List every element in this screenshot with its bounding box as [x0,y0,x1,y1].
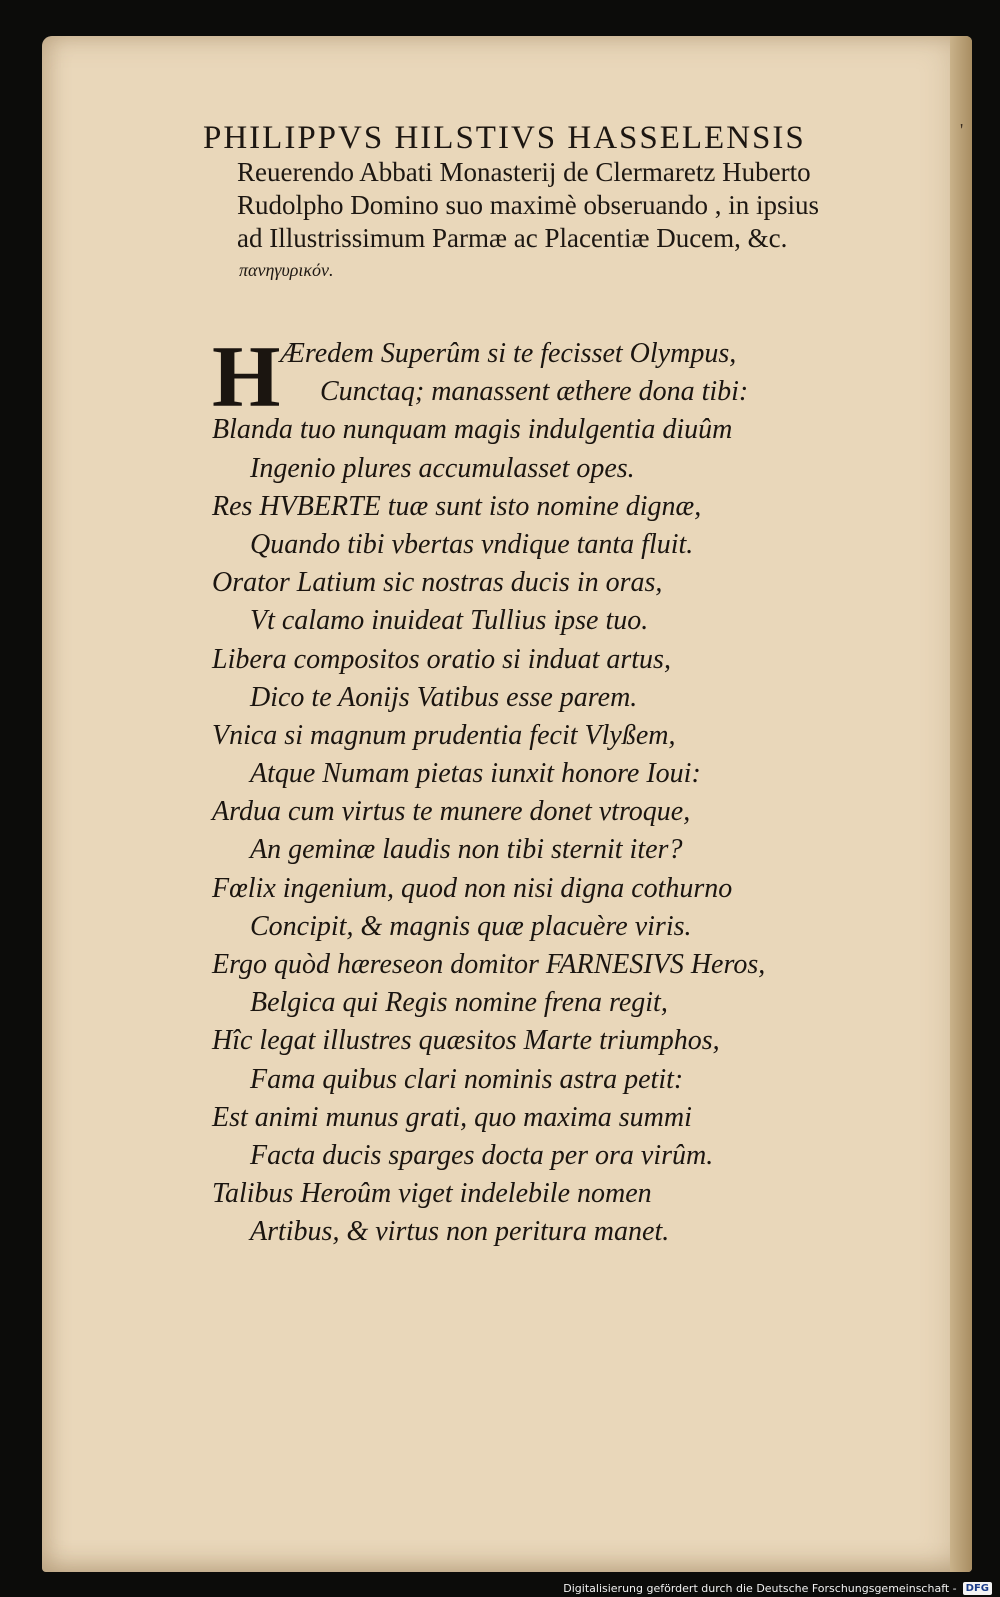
verse: Dico te Aonijs Vatibus esse parem. [250,681,638,713]
margin-mark: ' [960,120,964,140]
dedication-line-1: Reuerendo Abbati Monasterij de Clermaretz Huberto [237,157,811,188]
verse: Res HVBERTE tuæ sunt isto nomine dignæ, [212,490,702,522]
verse: Belgica qui Regis nomine frena regit, [250,987,668,1019]
verse: Libera compositos oratio si induat artus, [212,643,671,675]
dedication-line-3: ad Illustrissimum Parmæ ac Placentiæ Ducem, &c. [237,223,788,254]
verse: An geminæ laudis non tibi sternit iter? [250,834,683,866]
verse: Talibus Heroûm viget indelebile nomen [212,1178,652,1210]
verse: Quando tibi vbertas vndique tanta fluit. [250,528,694,560]
digitization-credit [563,1582,992,1595]
poem [212,329,922,1252]
page-edge [950,36,972,1572]
dedication-line-2: Rudolpho Domino suo maximè obseruando , in ipsius [237,190,819,221]
verse: Vt calamo inuideat Tullius ipse tuo. [250,605,649,637]
dedication-heading [203,120,913,285]
verse: Vnica si magnum prudentia fecit Vlyßem, [212,719,676,751]
verse: Cunctaq; manassent æthere dona tibi: [320,376,749,408]
verse: Hîc legat illustres quæsitos Marte triumphos, [212,1025,720,1057]
verse: Facta ducis sparges docta per ora virûm. [250,1139,714,1171]
verse: Ingenio plures accumulasset opes. [250,452,635,484]
author-title: PHILIPPVS HILSTIVS HASSELENSIS [203,120,806,156]
verse: Æredem Superûm si te fecisset Olympus, [280,338,737,369]
verse: Est animi munus grati, quo maxima summi [212,1101,692,1133]
greek-subtitle: πανηγυρικόν. [239,260,334,281]
verse: Fœlix ingenium, quod non nisi digna cothurno [212,872,733,904]
drop-cap: H [212,329,281,426]
verse: Orator Latium sic nostras ducis in oras, [212,567,663,599]
verse: Concipit, & magnis quæ placuère viris. [250,910,692,942]
verse: Artibus, & virtus non peritura manet. [250,1216,670,1248]
verse: Ardua cum virtus te munere donet vtroque, [212,796,691,828]
credit-text: Digitalisierung gefördert durch die Deutsche Forschungsgemeinschaft - [563,1582,957,1595]
verse: Blanda tuo nunquam magis indulgentia diuûm [212,414,733,446]
verse: Atque Numam pietas iunxit honore Ioui: [250,758,701,790]
verse: Fama quibus clari nominis astra petit: [250,1063,684,1095]
dfg-logo[interactable]: DFG [963,1582,992,1595]
verse: Ergo quòd hæreseon domitor FARNESIVS Heros, [212,949,766,980]
